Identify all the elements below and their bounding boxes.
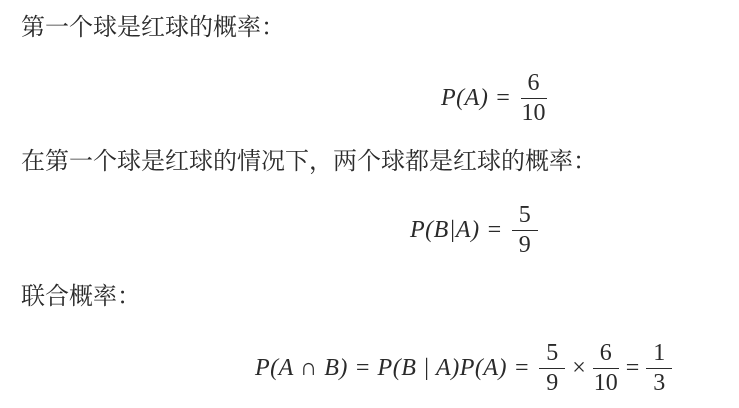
- multiplication-sign: ×: [572, 354, 586, 381]
- fraction-denominator: 9: [546, 369, 559, 396]
- fraction: [539, 340, 565, 397]
- fraction-numerator: 5: [512, 202, 538, 231]
- fraction-denominator: 9: [518, 231, 531, 258]
- fraction-denominator: 10: [521, 99, 546, 126]
- fraction-numerator: 5: [539, 340, 565, 369]
- fraction: [593, 340, 619, 397]
- formula-conditional-probability: [410, 201, 538, 259]
- fraction: [646, 340, 672, 397]
- paragraph-conditional-probability-label: 在第一个球是红球的情况下，两个球都是红球的概率：: [21, 149, 597, 175]
- fraction-numerator: 6: [593, 340, 619, 369]
- fraction-numerator: 1: [646, 340, 672, 369]
- formula-lhs: P(A ∩ B) = P(B | A)P(A) =: [255, 354, 531, 381]
- fraction: [512, 202, 538, 259]
- paragraph-prior-probability-label: 第一个球是红球的概率：: [21, 15, 285, 41]
- fraction: [521, 70, 547, 127]
- fraction-denominator: 3: [653, 369, 666, 396]
- fraction-numerator: 6: [521, 70, 547, 99]
- formula-joint-probability: [255, 339, 672, 397]
- formula-lhs: P(B|A) =: [410, 216, 503, 243]
- paragraph-joint-probability-label: 联合概率：: [21, 284, 141, 310]
- equals-sign: =: [625, 354, 640, 381]
- fraction-denominator: 10: [593, 369, 618, 396]
- formula-prior-probability: [441, 69, 547, 127]
- formula-lhs: P(A) =: [441, 84, 512, 111]
